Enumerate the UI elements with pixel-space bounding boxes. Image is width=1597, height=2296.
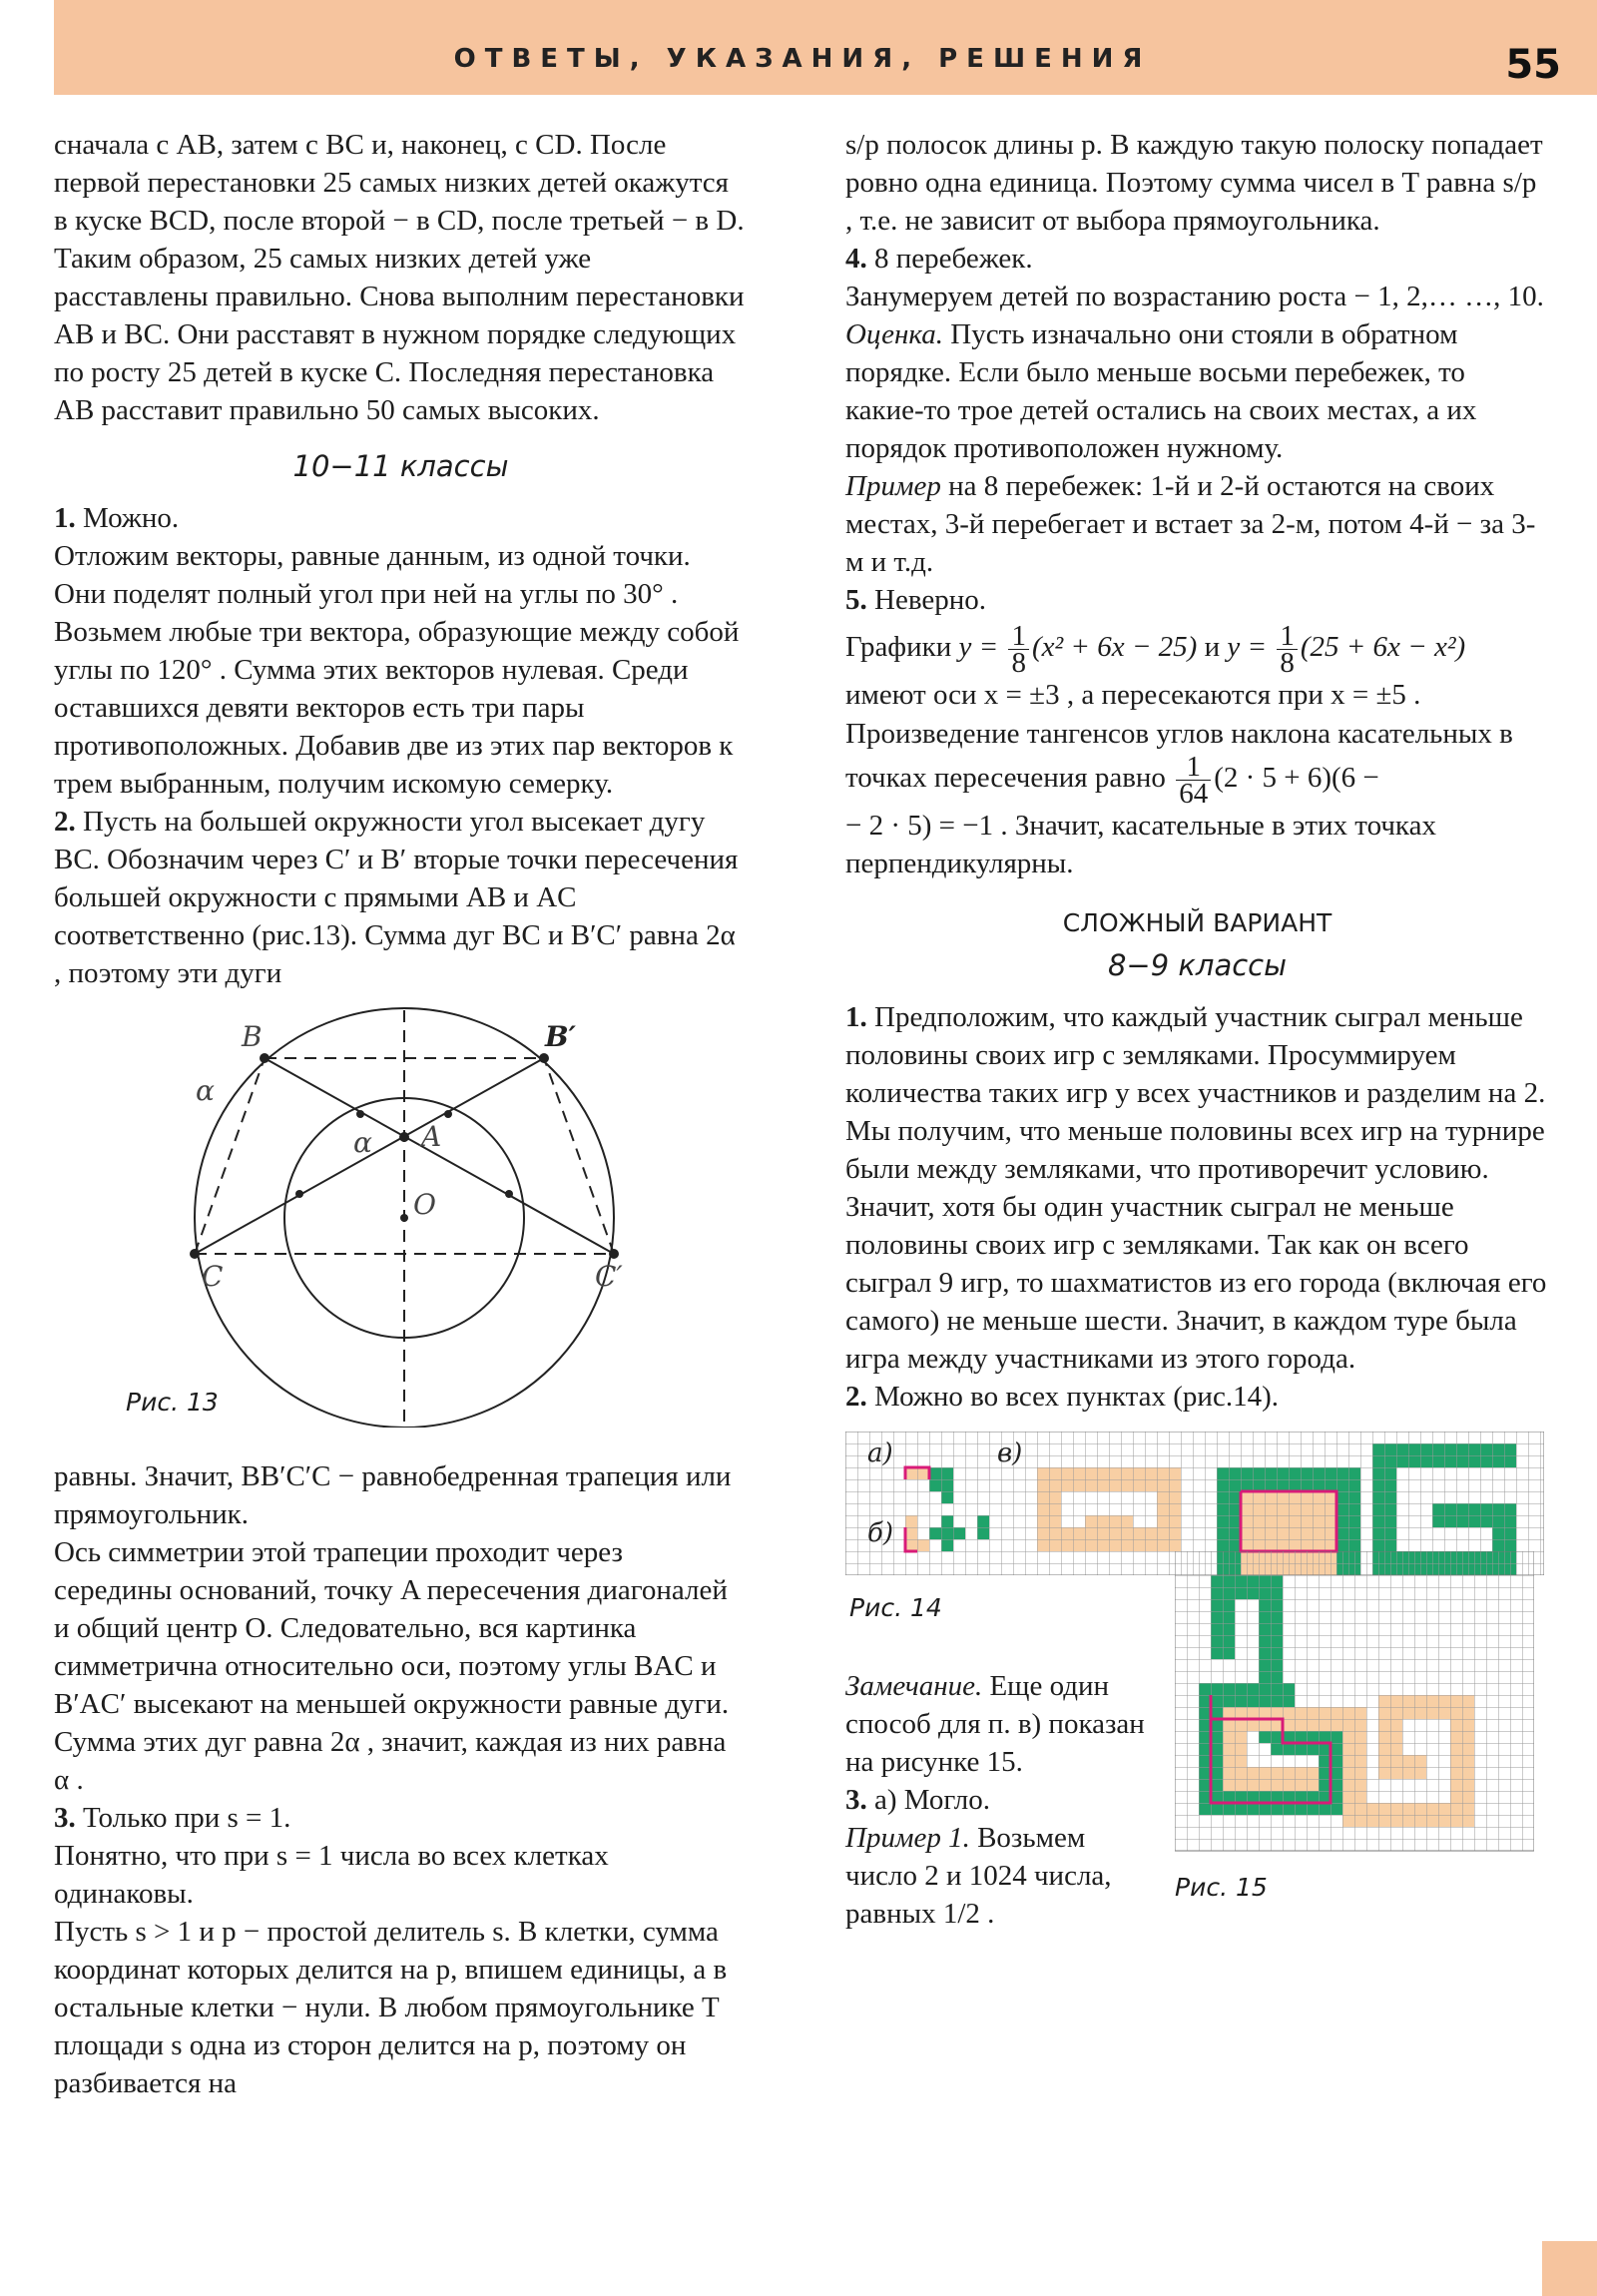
- item-number: 2.: [54, 806, 76, 838]
- note-label: Замечание.: [845, 1669, 983, 1702]
- item-text: Пусть на большей окружности угол высекает дугу BC. Обозначим через C′ и B′ вторые точки пересечения большей окружности с прямыми AB и AC соответственно (рис.13). Сумма дуг BC и B′C′ равна 2α , поэтому эти дуги: [54, 806, 739, 989]
- paragraph: − 2 · 5) = −1 . Значит, касательные в этих точках перпендикулярны.: [845, 809, 1436, 879]
- paragraph: Пусть s > 1 и p − простой делитель s. В клетки, сумма координат которых делится на p, впишем единицы, а в остальные клетки − нули. В любом прямоугольнике T площади s одна из сторон делится на p, поэтому он разбивается на: [54, 1916, 728, 2099]
- item-number: 1.: [54, 502, 76, 534]
- text: на 8 перебежек: 1-й и 2-й остаются на своих местах, 3-й перебегает и встает за 2-м, потом 4-й − за 3-м и т.д.: [845, 470, 1536, 578]
- figure-15-grid: [1175, 1551, 1534, 1911]
- item-number: 3.: [54, 1802, 76, 1834]
- label-alpha-outer: α: [196, 1074, 215, 1107]
- label-v: в): [997, 1437, 1023, 1468]
- page-corner-accent: [1542, 2241, 1597, 2296]
- eq-rhs: (x² + 6x − 25): [1031, 631, 1198, 663]
- paragraph: Понятно, что при s = 1 числа во всех клетках одинаковы.: [54, 1840, 609, 1910]
- item-number: 5.: [845, 584, 867, 616]
- text: Графики: [845, 631, 952, 663]
- example: [845, 467, 1549, 581]
- label: Оценка.: [845, 318, 944, 350]
- tangent-product: [845, 714, 1549, 810]
- complex-problem-1: [845, 998, 1549, 1378]
- text: Произведение тангенсов углов наклона касательных в точках пересечения равно: [845, 717, 1513, 794]
- label-a: а): [867, 1437, 893, 1468]
- figure-13: [54, 992, 748, 1428]
- paragraph: Ось симметрии этой трапеции проходит через середины оснований, точку A пересечения диагоналей и общий центр O. Следовательно, вся картинка симметрична относительно оси, поэтому углы BAC и B′AC′ высекают на меньшей окружности равные дуги. Сумма этих дуг равна 2α , значит, каждая из них равна α .: [54, 1536, 730, 1796]
- figure-13-diagram: [54, 992, 748, 1428]
- item-number: 4.: [845, 243, 867, 275]
- figure-15-caption: Рис. 15: [1175, 1872, 1268, 1902]
- example-text: Возьмем число 2 и 1024 числа, равных 1/2 .: [845, 1821, 1112, 1930]
- eq-lhs: y =: [1227, 631, 1268, 663]
- paragraph: Отложим векторы, равные данным, из одной точки. Они поделят полный угол при ней на углы по 30° . Возьмем любые три вектора, образующие между собой углы по 120° . Сумма этих векторов нулевая. Среди оставшихся девяти векторов есть три пары противоположных. Добавив две из этих пар векторов к трем выбранным, получим искомую семерку.: [54, 540, 740, 800]
- text: Пусть изначально они стояли в обратном порядке. Если было меньше восьми перебежек, то какие-то трое детей остались на своих местах, а их порядок противоположен нужному.: [845, 318, 1477, 464]
- label-O: O: [413, 1188, 436, 1221]
- problem-4: [845, 240, 1549, 278]
- note-text: Еще один способ для п. в) показан на рисунке 15.: [845, 1669, 1145, 1778]
- eq-rhs: (25 + 6x − x²): [1300, 631, 1466, 663]
- header-title: ОТВЕТЫ, УКАЗАНИЯ, РЕШЕНИЯ: [453, 44, 1152, 74]
- section-heading: 10−11 классы: [292, 449, 509, 483]
- paragraph: имеют оси x = ±3 , а пересекаются при x = ±5 .: [845, 678, 1421, 711]
- paragraph: s/p полосок длины p. В каждую такую полоску попадает ровно одна единица. Поэтому сумма чисел в T равна s/p , т.е. не зависит от выбора прямоугольника.: [845, 129, 1543, 237]
- figure-14-caption: Рис. 14: [849, 1592, 942, 1622]
- graphs-equation: [845, 619, 1549, 679]
- estimate: [845, 315, 1549, 467]
- left-column: [54, 126, 748, 2102]
- item-title: Можно.: [83, 502, 180, 534]
- fraction: $\frac{1}{8}$: [1008, 623, 1029, 676]
- label: Пример: [845, 470, 941, 502]
- problem-5: [845, 581, 1549, 619]
- page-number: 55: [1505, 42, 1561, 88]
- note-and-fig15: [845, 1641, 1549, 1941]
- fraction: $\frac{1}{8}$: [1277, 623, 1298, 676]
- problem-2: [54, 803, 748, 992]
- item-text: Можно во всех пунктах (рис.14).: [874, 1380, 1279, 1413]
- item-title: Только при s = 1.: [83, 1802, 291, 1834]
- label-Bp: B′: [545, 1020, 577, 1053]
- paragraph: Занумеруем детей по возрастанию роста − 1, 2,… …, 10.: [845, 281, 1544, 312]
- item-title: Неверно.: [874, 584, 986, 616]
- right-column: [845, 126, 1549, 1941]
- item-number: 2.: [845, 1380, 867, 1413]
- example-1: [845, 1819, 1145, 1933]
- label-C: C: [202, 1260, 224, 1293]
- page-header: [54, 0, 1597, 95]
- paragraph: равны. Значит, BB′C′C − равнобедренная трапеция или прямоугольник.: [54, 1460, 732, 1530]
- example-label: Пример 1.: [845, 1821, 970, 1854]
- note: [845, 1667, 1145, 1781]
- label-Cp: C′: [595, 1260, 623, 1293]
- fraction: $\frac{1}{64}$: [1176, 754, 1211, 807]
- label-A: A: [421, 1120, 442, 1153]
- complex-problem-3: [845, 1781, 1145, 1819]
- item-title: 8 перебежек.: [874, 243, 1033, 275]
- item-text: Предположим, что каждый участник сыграл меньше половины своих игр с земляками. Просуммируем количества таких игр у всех участников и разделим на 2. Мы получим, что меньше половины всех игр на турнире были между земляками, что противоречит условию. Значит, хотя бы один участник сыграл не меньше половины своих игр с земляками. Так как он всего сыграл 9 игр, то шахматистов из его города (включая его самого) не меньше шести. Значит, в каждом туре была игра между участниками из этого города.: [845, 1000, 1547, 1375]
- figure-13-caption: Рис. 13: [126, 1388, 219, 1417]
- item-number: 3.: [845, 1783, 867, 1816]
- item-title: а) Могло.: [874, 1783, 990, 1816]
- problem-3: [54, 1799, 748, 1837]
- eq-lhs: y =: [958, 631, 999, 663]
- label-alpha-inner: α: [353, 1126, 372, 1159]
- label-B: B: [242, 1020, 263, 1053]
- complex-heading: СЛОЖНЫЙ ВАРИАНТ: [1062, 907, 1332, 937]
- complex-problem-2: [845, 1378, 1549, 1416]
- label-b: б): [867, 1517, 894, 1548]
- note-block: [845, 1667, 1145, 1933]
- paragraph: сначала с AB, затем с BC и, наконец, с CD. После первой перестановки 25 самых низких детей окажутся в куске BCD, после второй − в CD, после третьей − в D. Таким образом, 25 самых низких детей уже расставлены правильно. Снова выполним перестановки AB и BC. Они расставят в нужном порядке следующих по росту 25 детей в куске C. Последняя перестановка AB расставит правильно 50 самых высоких.: [54, 129, 745, 426]
- text: и: [1204, 631, 1221, 663]
- item-number: 1.: [845, 1000, 867, 1033]
- grade-heading: 8−9 классы: [1107, 947, 1288, 982]
- problem-1: [54, 499, 748, 537]
- expr: (2 · 5 + 6)(6 −: [1214, 762, 1379, 794]
- figure-15: [1175, 1551, 1534, 1921]
